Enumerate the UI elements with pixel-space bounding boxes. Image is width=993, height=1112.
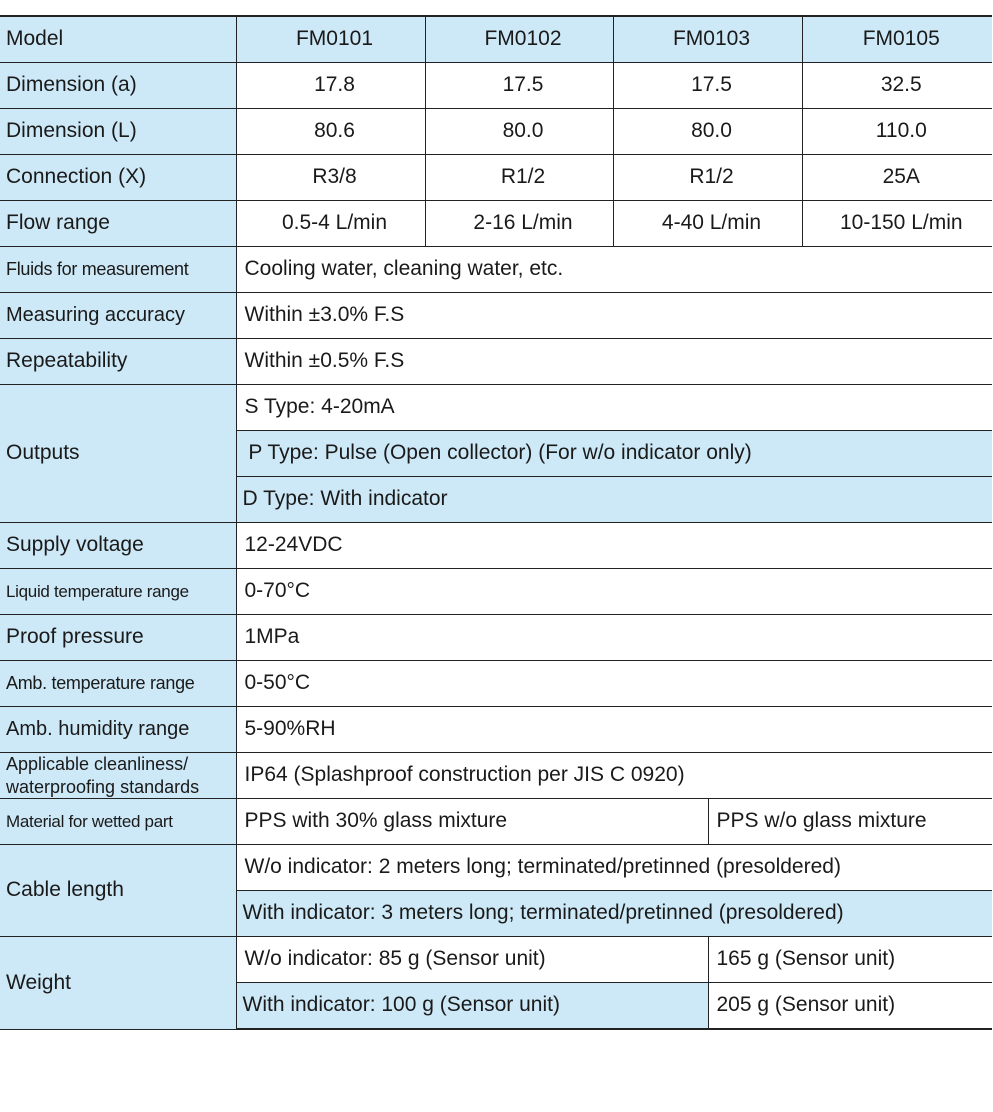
- cell-value: D Type: With indicator: [236, 477, 992, 523]
- row-supply-voltage: [0, 523, 992, 569]
- row-outputs: [0, 385, 992, 431]
- cell-value: PPS w/o glass mixture: [708, 799, 992, 845]
- row-model: [0, 16, 992, 63]
- row-dimension-a: [0, 63, 992, 109]
- label-dimension-a: Dimension (a): [0, 63, 236, 109]
- cell-value: 110.0: [802, 109, 992, 155]
- cell-value: 80.0: [425, 109, 613, 155]
- row-fluids: [0, 247, 992, 293]
- row-dimension-l: [0, 109, 992, 155]
- label-material: Material for wetted part: [0, 799, 236, 845]
- cell-value: 1MPa: [236, 615, 992, 661]
- row-accuracy: [0, 293, 992, 339]
- row-amb-temp: [0, 661, 992, 707]
- cell-value: W/o indicator: 2 meters long; terminated/pretinned (presoldered): [236, 845, 992, 891]
- cell-value: 0-50°C: [236, 661, 992, 707]
- cell-value: W/o indicator: 85 g (Sensor unit): [236, 937, 708, 983]
- spec-table: [0, 15, 992, 1030]
- cell-value: R3/8: [236, 155, 425, 201]
- label-flow-range: Flow range: [0, 201, 236, 247]
- cell-value: Within ±3.0% F.S: [236, 293, 992, 339]
- label-connection: Connection (X): [0, 155, 236, 201]
- cell-value: 165 g (Sensor unit): [708, 937, 992, 983]
- cell-value: Cooling water, cleaning water, etc.: [236, 247, 992, 293]
- row-liquid-temp: [0, 569, 992, 615]
- label-dimension-l: Dimension (L): [0, 109, 236, 155]
- cell-value: 5-90%RH: [236, 707, 992, 753]
- row-amb-humidity: [0, 707, 992, 753]
- label-cable: Cable length: [0, 845, 236, 937]
- cell-value: With indicator: 3 meters long; terminated/pretinned (presoldered): [236, 891, 992, 937]
- label-supply-voltage: Supply voltage: [0, 523, 236, 569]
- cell-value: 80.0: [613, 109, 802, 155]
- row-cleanliness: [0, 753, 992, 799]
- label-proof-pressure: Proof pressure: [0, 615, 236, 661]
- row-flow-range: [0, 201, 992, 247]
- label-repeatability: Repeatability: [0, 339, 236, 385]
- cell-value: PPS with 30% glass mixture: [236, 799, 708, 845]
- cell-value: 25A: [802, 155, 992, 201]
- row-connection: [0, 155, 992, 201]
- label-fluids: Fluids for measurement: [0, 247, 236, 293]
- model-fm0105: FM0105: [802, 16, 992, 63]
- cell-value: 17.5: [613, 63, 802, 109]
- label-accuracy: Measuring accuracy: [0, 293, 236, 339]
- label-model: Model: [0, 16, 236, 63]
- cell-value: S Type: 4-20mA: [236, 385, 992, 431]
- cell-value: P Type: Pulse (Open collector) (For w/o indicator only): [236, 431, 992, 477]
- label-liquid-temp: Liquid temperature range: [0, 569, 236, 615]
- cell-value: R1/2: [425, 155, 613, 201]
- row-material: [0, 799, 992, 845]
- cell-value: R1/2: [613, 155, 802, 201]
- model-fm0102: FM0102: [425, 16, 613, 63]
- label-cleanliness-line1: Applicable cleanliness/: [6, 754, 189, 774]
- cell-value: 80.6: [236, 109, 425, 155]
- row-cable: [0, 845, 992, 891]
- cell-value: 0.5-4 L/min: [236, 201, 425, 247]
- cell-value: 2-16 L/min: [425, 201, 613, 247]
- cell-value: 4-40 L/min: [613, 201, 802, 247]
- cell-value: With indicator: 100 g (Sensor unit): [236, 983, 708, 1030]
- model-fm0103: FM0103: [613, 16, 802, 63]
- cell-value: Within ±0.5% F.S: [236, 339, 992, 385]
- cell-value: 10-150 L/min: [802, 201, 992, 247]
- cell-value: 0-70°C: [236, 569, 992, 615]
- model-fm0101: FM0101: [236, 16, 425, 63]
- row-repeatability: [0, 339, 992, 385]
- label-weight: Weight: [0, 937, 236, 1030]
- label-cleanliness-line2: waterproofing standards: [6, 776, 200, 797]
- cell-value: 17.5: [425, 63, 613, 109]
- label-outputs: Outputs: [0, 385, 236, 523]
- cell-value: 17.8: [236, 63, 425, 109]
- cell-value: 205 g (Sensor unit): [708, 983, 992, 1030]
- row-proof-pressure: [0, 615, 992, 661]
- cell-value: 32.5: [802, 63, 992, 109]
- cell-value: IP64 (Splashproof construction per JIS C 0920): [236, 753, 992, 799]
- label-amb-temp: Amb. temperature range: [0, 661, 236, 707]
- row-weight: [0, 937, 992, 983]
- label-cleanliness: [0, 753, 236, 799]
- label-amb-humidity: Amb. humidity range: [0, 707, 236, 753]
- cell-value: 12-24VDC: [236, 523, 992, 569]
